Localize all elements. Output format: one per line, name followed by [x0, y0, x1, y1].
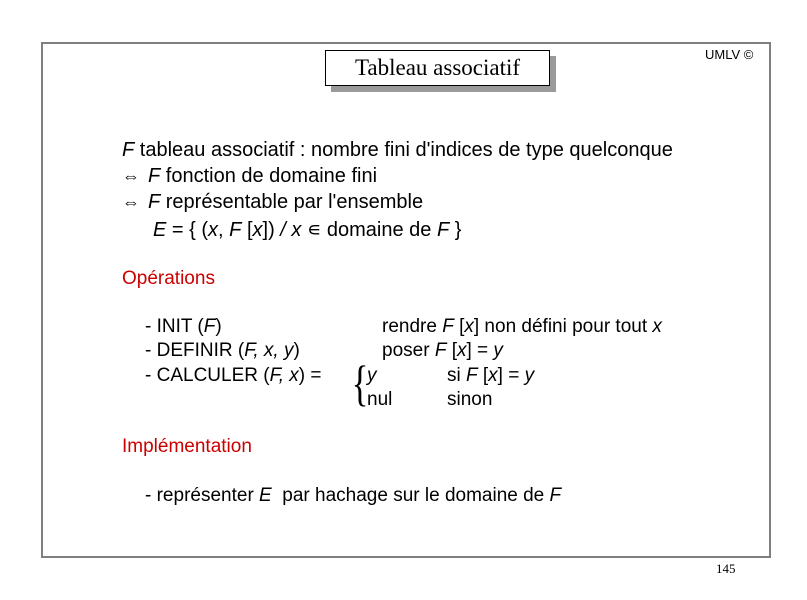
- op-definir-description: [382, 340, 503, 362]
- var-f: F: [122, 139, 135, 161]
- op-text: [: [453, 316, 465, 337]
- equivalence-arrow-icon: ⇔: [122, 192, 140, 212]
- var-f: F: [466, 365, 478, 386]
- intro-line-1-text: tableau associatif : nombre fini d'indices de type quelconque: [134, 139, 673, 161]
- case-2-condition: sinon: [447, 389, 493, 410]
- equivalence-arrow-icon: ⇔: [122, 166, 140, 186]
- var-f: F: [436, 219, 450, 241]
- var-y: y: [524, 365, 535, 386]
- var-x: x: [252, 219, 263, 241]
- op-text: rendre: [382, 316, 443, 337]
- set-text: }: [449, 219, 462, 241]
- op-text: ): [293, 340, 300, 361]
- implementation-text: [145, 485, 561, 507]
- set-definition: [153, 217, 461, 242]
- op-vars: F, x: [269, 365, 299, 386]
- var-e: E: [153, 219, 167, 241]
- set-text: = { (: [166, 219, 209, 241]
- intro-line-1: [122, 139, 673, 162]
- var-f: F: [148, 191, 161, 213]
- brace-icon: {: [351, 355, 369, 411]
- op-text: poser: [382, 340, 435, 361]
- var-x: x: [456, 340, 467, 361]
- var-f: F: [229, 219, 242, 241]
- slide-frame: [41, 42, 771, 558]
- op-text: ] =: [497, 365, 525, 386]
- case-2-value: nul: [367, 389, 393, 410]
- var-y: y: [367, 365, 377, 386]
- var-f: F: [148, 165, 161, 187]
- set-text: ,: [218, 219, 230, 241]
- page-number: 145: [716, 561, 736, 576]
- slide-title: Tableau associatif: [325, 50, 550, 86]
- op-text: ] non défini pour tout: [473, 316, 653, 337]
- set-text: ∊ domaine de: [301, 219, 437, 241]
- intro-line-2: [122, 165, 377, 188]
- var-x: x: [488, 365, 498, 386]
- implementation-heading: Implémentation: [122, 436, 252, 457]
- op-text: - CALCULER (: [145, 365, 270, 386]
- var-f: F: [549, 485, 562, 506]
- op-text: ): [215, 316, 222, 337]
- set-text: [: [241, 219, 253, 241]
- impl-text: - représenter: [145, 485, 260, 506]
- op-text: - INIT (: [145, 316, 204, 337]
- set-text: ]): [262, 219, 281, 241]
- set-separator: /: [280, 219, 286, 241]
- op-init-signature: [145, 316, 222, 338]
- intro-line-2-text: fonction de domaine fini: [160, 165, 378, 187]
- op-text: [: [446, 340, 457, 361]
- op-text: ] =: [466, 340, 494, 361]
- var-e: E: [259, 485, 272, 506]
- operations-heading: Opérations: [122, 268, 215, 289]
- op-vars: F, x, y: [244, 340, 294, 361]
- op-text: - DEFINIR (: [145, 340, 245, 361]
- case-1-value: [367, 365, 377, 387]
- copyright-label: UMLV ©: [705, 47, 754, 62]
- intro-line-3-text: représentable par l'ensemble: [160, 191, 424, 213]
- case-1-condition: [447, 365, 534, 387]
- var-x: x: [208, 219, 219, 241]
- op-definir-signature: [145, 340, 300, 362]
- op-text: [: [477, 365, 489, 386]
- var-y: y: [493, 340, 503, 361]
- var-f: F: [434, 340, 447, 361]
- impl-text: par hachage sur le domaine de: [271, 485, 550, 506]
- var-x: x: [291, 219, 302, 241]
- var-f: F: [442, 316, 454, 337]
- op-init-description: [382, 316, 662, 338]
- var-f: F: [203, 316, 216, 337]
- op-text: ) =: [298, 365, 322, 386]
- intro-line-3: [122, 191, 423, 214]
- var-x: x: [464, 316, 474, 337]
- op-calculer-signature: [145, 365, 322, 387]
- op-text: si: [447, 365, 466, 386]
- var-x: x: [652, 316, 662, 337]
